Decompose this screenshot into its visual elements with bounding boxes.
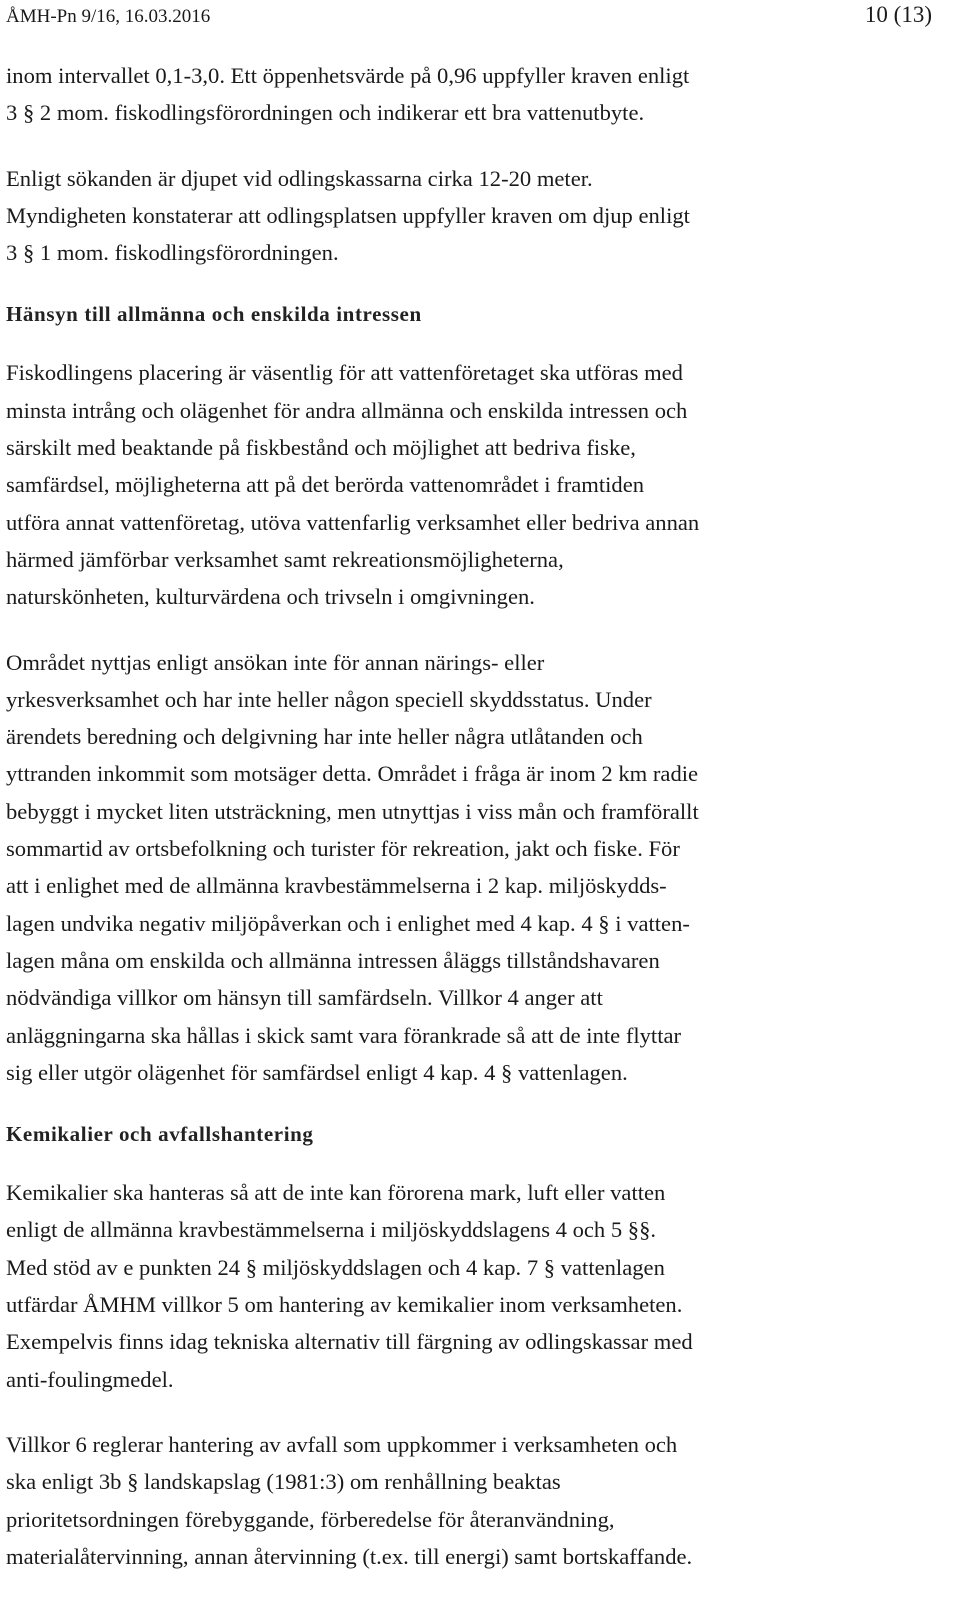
document-reference: ÅMH-Pn 9/16, 16.03.2016 xyxy=(6,6,211,27)
paragraph-area-usage: Området nyttjas enligt ansökan inte för annan närings- eller yrkesverksamhet och har inte heller någon speciell skyddsstatus. Under ärendets beredning och delgivning har inte heller några utlåtanden och yttranden inkommit som motsäger detta. Området i fråga är inom 2 km radie bebyggt i mycket liten utsträckning, men utnyttjas i viss mån och framförallt sommartid av ortsbefolkning och turister för rekreation, jakt och fiske. För att i enlighet med de allmänna kravbestämmelserna i 2 kap. miljöskydds- lagen undvika negativ miljöpåverkan och i enlighet med 4 kap. 4 § i vatten- lagen måna om enskilda och allmänna intressen åläggs tillståndshavaren nödvändiga villkor om hänsyn till samfärdseln. Villkor 4 anger att anläggningarna ska hållas i skick samt vara förankrade så att de inte flyttar sig eller utgör olägenhet för samfärdsel enligt 4 kap. 4 § vattenlagen. xyxy=(6,649,699,1085)
paragraph-waste: Villkor 6 reglerar hantering av avfall som uppkommer i verksamheten och ska enligt 3b § landskapslag (1981:3) om renhållning beaktas prioritetsordningen förebyggande, förberedelse för återanvändning, materialåtervinning, annan återvinning (t.ex. till energi) samt bortskaffande. xyxy=(6,1431,693,1569)
paragraph-chemicals: Kemikalier ska hanteras så att de inte kan förorena mark, luft eller vatten enligt de allmänna kravbestämmelserna i miljöskyddslagens 4 och 5 §§. Med stöd av e punkten 24 § miljöskyddslagen och 4 kap. 7 § vattenlagen utfärdar ÅMHM villkor 5 om hantering av kemikalier inom verksamheten. Exempelvis finns idag tekniska alternativ till färgning av odlingskassar med anti-foulingmedel. xyxy=(6,1180,693,1392)
section-heading-interests: Hänsyn till allmänna och enskilda intressen xyxy=(6,302,422,327)
paragraph-depth: Enligt sökanden är djupet vid odlingskassarna cirka 12-20 meter. Myndigheten konstaterar att odlingsplatsen uppfyller kraven om djup enligt 3 § 1 mom. fiskodlingsförordningen. xyxy=(6,165,690,266)
page-header xyxy=(6,2,932,32)
page-number: 10 (13) xyxy=(864,2,932,27)
section-heading-chemicals: Kemikalier och avfallshantering xyxy=(6,1122,314,1147)
document-body xyxy=(6,57,931,1603)
paragraph-openness-value: inom intervallet 0,1-3,0. Ett öppenhetsvärde på 0,96 uppfyller kraven enligt 3 § 2 mom. fiskodlingsförordningen och indikerar ett bra vattenutbyte. xyxy=(6,63,690,126)
paragraph-placement: Fiskodlingens placering är väsentlig för att vattenföretaget ska utföras med minsta intrång och olägenhet för andra allmänna och enskilda intressen och särskilt med beaktande på fiskbestånd och möjlighet att bedriva fiske, samfärdsel, möjligheterna att på det berörda vattenområdet i framtiden utföra annat vattenföretag, utöva vattenfarlig verksamhet eller bedriva annan härmed jämförbar verksamhet samt rekreationsmöjligheterna, naturskönheten, kulturvärdena och trivseln i omgivningen. xyxy=(6,360,700,610)
